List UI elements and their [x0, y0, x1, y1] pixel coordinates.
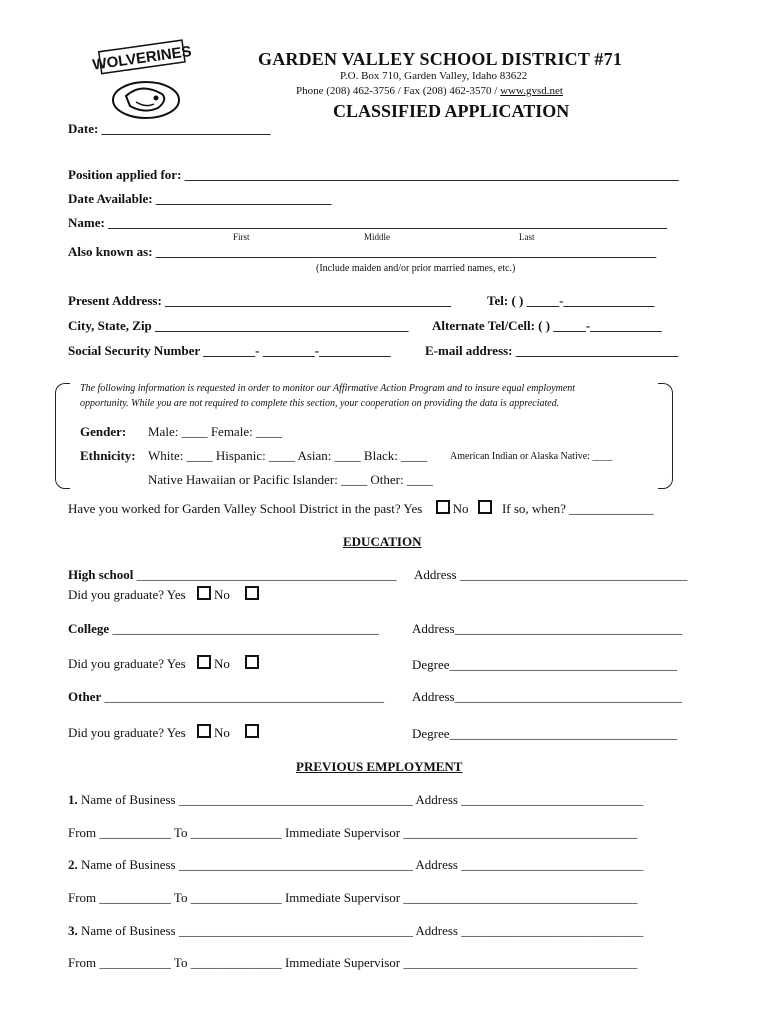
other-graduate-question: Did you graduate? Yes	[68, 725, 186, 740]
name-middle-label: Middle	[364, 232, 390, 242]
employment-3-business[interactable]	[68, 923, 643, 939]
employment-1-business-field[interactable]: Name of Business ____________________________________ Address ____________________________	[81, 792, 644, 807]
other-degree-field[interactable]: Degree___________________________________	[412, 726, 678, 741]
employment-2-dates[interactable]: From ___________ To ______________ Immediate Supervisor ____________________________________	[68, 890, 638, 905]
employment-1-business[interactable]	[68, 792, 643, 808]
phone-fax: Phone (208) 462-3756 / Fax (208) 462-3570 /	[296, 85, 501, 97]
affirmative-bracket-right	[658, 383, 673, 489]
college-graduate-question: Did you graduate? Yes	[68, 656, 186, 671]
college-graduate-no-checkbox[interactable]	[245, 655, 259, 669]
college-degree-field[interactable]: Degree___________________________________	[412, 657, 678, 672]
past-work-no-label: No	[452, 501, 469, 516]
past-work-question	[68, 500, 654, 517]
other-graduate-yes-checkbox[interactable]	[197, 724, 211, 738]
college-graduate-no-label: No	[213, 656, 230, 671]
district-logo	[91, 38, 193, 120]
other-row	[68, 689, 384, 705]
city-field[interactable]: City, State, Zip _______________________________________	[68, 318, 409, 333]
high-school-field[interactable]: ________________________________________	[136, 567, 397, 582]
ethnicity-native[interactable]: American Indian or Alaska Native: ____	[450, 451, 613, 462]
ethnicity-values[interactable]: White: ____ Hispanic: ____ Asian: ____ Black: ____	[148, 448, 428, 463]
district-address: P.O. Box 710, Garden Valley, Idaho 83622	[340, 70, 528, 82]
affirmative-note-1: The following information is requested in order to monitor our Affirmative Action Program and to insure equal employment	[80, 383, 576, 394]
past-work-yes-checkbox[interactable]	[436, 500, 450, 514]
employment-heading: PREVIOUS EMPLOYMENT	[296, 759, 463, 774]
other-field[interactable]: ___________________________________________	[104, 689, 384, 704]
aka-field[interactable]: Also known as: _____________________________________________________________________________	[68, 244, 657, 259]
gender-values[interactable]: Male: ____ Female: ____	[148, 424, 282, 439]
logo-text: WOLVERINES	[91, 42, 193, 74]
name-field[interactable]: Name: ______________________________________________________________________________________	[68, 215, 668, 230]
email-field[interactable]: E-mail address: _________________________	[425, 343, 679, 358]
website-link[interactable]: www.gvsd.net	[500, 85, 563, 97]
other-graduate-no-checkbox[interactable]	[245, 724, 259, 738]
gender-label: Gender:	[80, 424, 127, 439]
tel-field[interactable]: Tel: ( ) _____-______________	[487, 293, 655, 308]
college-field[interactable]: _________________________________________	[112, 621, 379, 636]
district-contact	[296, 85, 563, 97]
employment-3-dates[interactable]: From ___________ To ______________ Immediate Supervisor ____________________________________	[68, 955, 638, 970]
past-work-when-field[interactable]: If so, when? _____________	[501, 501, 654, 516]
other-graduate-no-label: No	[213, 725, 230, 740]
wolverine-logo-icon	[91, 38, 193, 120]
past-work-question-text: Have you worked for Garden Valley School District in the past? Yes	[68, 501, 423, 516]
education-heading: EDUCATION	[343, 534, 422, 549]
employment-2-number: 2.	[68, 857, 78, 872]
employment-2-business[interactable]	[68, 857, 643, 873]
ethnicity-line-2[interactable]: Native Hawaiian or Pacific Islander: ____ Other: ____	[148, 472, 433, 487]
other-address-field[interactable]: Address___________________________________	[412, 689, 683, 704]
high-school-row	[68, 567, 397, 583]
college-graduate-yes-checkbox[interactable]	[197, 655, 211, 669]
position-field[interactable]: Position applied for: ____________________________________________________________________________	[68, 167, 679, 182]
date-field[interactable]: Date: __________________________	[68, 121, 271, 136]
college-graduate-row	[68, 655, 262, 672]
district-name: GARDEN VALLEY SCHOOL DISTRICT #71	[258, 49, 623, 69]
employment-3-number: 3.	[68, 923, 78, 938]
hs-graduate-question: Did you graduate? Yes	[68, 587, 186, 602]
hs-graduate-yes-checkbox[interactable]	[197, 586, 211, 600]
employment-1-dates[interactable]: From ___________ To ______________ Immediate Supervisor ____________________________________	[68, 825, 638, 840]
college-label: College	[68, 621, 110, 636]
form-title: CLASSIFIED APPLICATION	[333, 101, 570, 121]
employment-2-business-field[interactable]: Name of Business ____________________________________ Address ____________________________	[81, 857, 644, 872]
name-first-label: First	[233, 232, 250, 242]
affirmative-bracket-left	[55, 383, 70, 489]
name-last-label: Last	[519, 232, 535, 242]
college-address-field[interactable]: Address___________________________________	[412, 621, 683, 636]
hs-graduate-no-checkbox[interactable]	[245, 586, 259, 600]
date-available-field[interactable]: Date Available: ___________________________	[68, 191, 332, 206]
employment-1-number: 1.	[68, 792, 78, 807]
alt-tel-field[interactable]: Alternate Tel/Cell: ( ) _____-___________	[432, 318, 662, 333]
aka-note: (Include maiden and/or prior married names, etc.)	[316, 263, 516, 274]
affirmative-note-2: opportunity. While you are not required to complete this section, your cooperation on providing the data is appreciated.	[80, 398, 560, 409]
college-row	[68, 621, 379, 637]
high-school-label: High school	[68, 567, 134, 582]
other-label: Other	[68, 689, 102, 704]
employment-3-business-field[interactable]: Name of Business ____________________________________ Address ____________________________	[81, 923, 644, 938]
hs-graduate-no-label: No	[213, 587, 230, 602]
other-graduate-row	[68, 724, 262, 741]
past-work-no-checkbox[interactable]	[478, 500, 492, 514]
ssn-field[interactable]: Social Security Number ________- ________-___________	[68, 343, 391, 358]
hs-graduate-row	[68, 586, 262, 603]
ethnicity-label: Ethnicity:	[80, 448, 136, 463]
present-address-field[interactable]: Present Address: ____________________________________________	[68, 293, 452, 308]
high-school-address-field[interactable]: Address ___________________________________	[414, 567, 688, 582]
